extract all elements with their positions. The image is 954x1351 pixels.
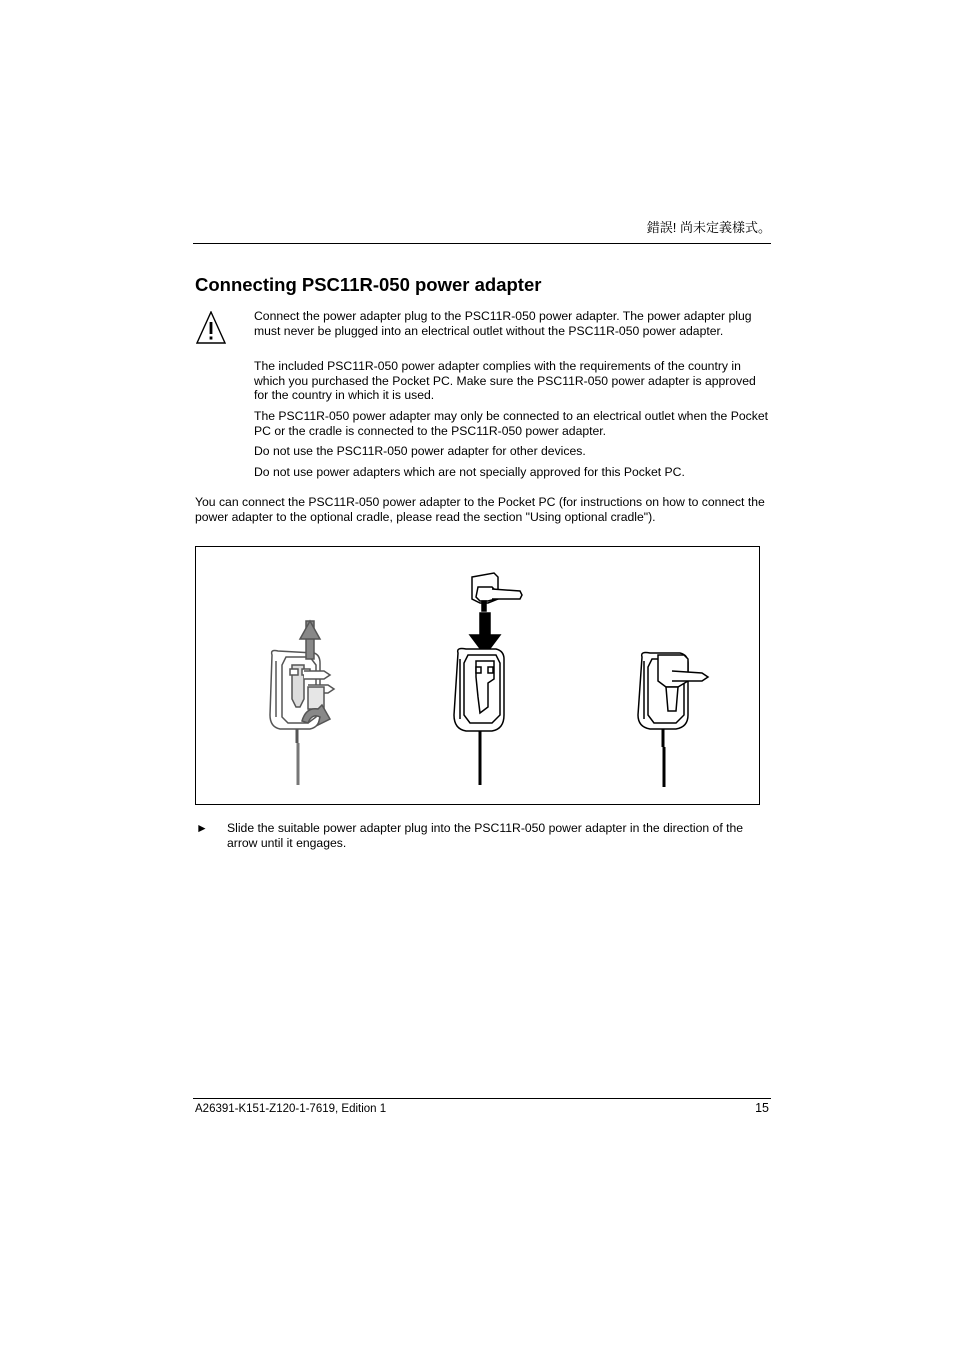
adapter-plug-engaged-icon bbox=[638, 653, 708, 788]
running-header: 錯誤! 尚未定義樣式。 bbox=[646, 220, 771, 235]
warning-paragraph: Do not use the PSC11R-050 power adapter for other devices. bbox=[254, 444, 586, 458]
warning-paragraph: The included PSC11R-050 power adapter complies with the requirements of the country in which you purchased the Pocket PC. Make sure the PSC11R-050 power adapter is approved for the country in which it is used. bbox=[254, 359, 756, 402]
page-number: 15 bbox=[755, 1101, 769, 1115]
warning-paragraph: The PSC11R-050 power adapter may only be connected to an electrical outlet when the Pocket PC or the cradle is connected to the PSC11R-050 power adapter. bbox=[254, 409, 768, 438]
step-text: Slide the suitable power adapter plug into the PSC11R-050 power adapter in the direction of the arrow until it engages. bbox=[227, 821, 744, 850]
header-rule bbox=[193, 243, 771, 244]
warning-paragraph: Do not use power adapters which are not specially approved for this Pocket PC. bbox=[254, 465, 685, 479]
adapter-insert-plug-icon bbox=[454, 573, 522, 785]
section-title: Connecting PSC11R-050 power adapter bbox=[195, 274, 542, 295]
warning-paragraph: Connect the power adapter plug to the PSC11R-050 power adapter. The power adapter plug must never be plugged into an electrical outlet without the PSC11R-050 power adapter. bbox=[254, 309, 752, 338]
warning-triangle-icon bbox=[196, 311, 226, 345]
step-bullet: ► bbox=[196, 821, 208, 835]
document-id: A26391-K151-Z120-1-7619, Edition 1 bbox=[195, 1103, 387, 1115]
adapter-remove-plug-icon bbox=[270, 621, 334, 785]
intro-paragraph: You can connect the PSC11R-050 power adapter to the Pocket PC (for instructions on how to connect the power adapter to the optional cradle, please read the section "Using optional cradle"). bbox=[195, 495, 765, 524]
footer-rule bbox=[193, 1098, 771, 1099]
adapter-illustration bbox=[195, 546, 760, 805]
